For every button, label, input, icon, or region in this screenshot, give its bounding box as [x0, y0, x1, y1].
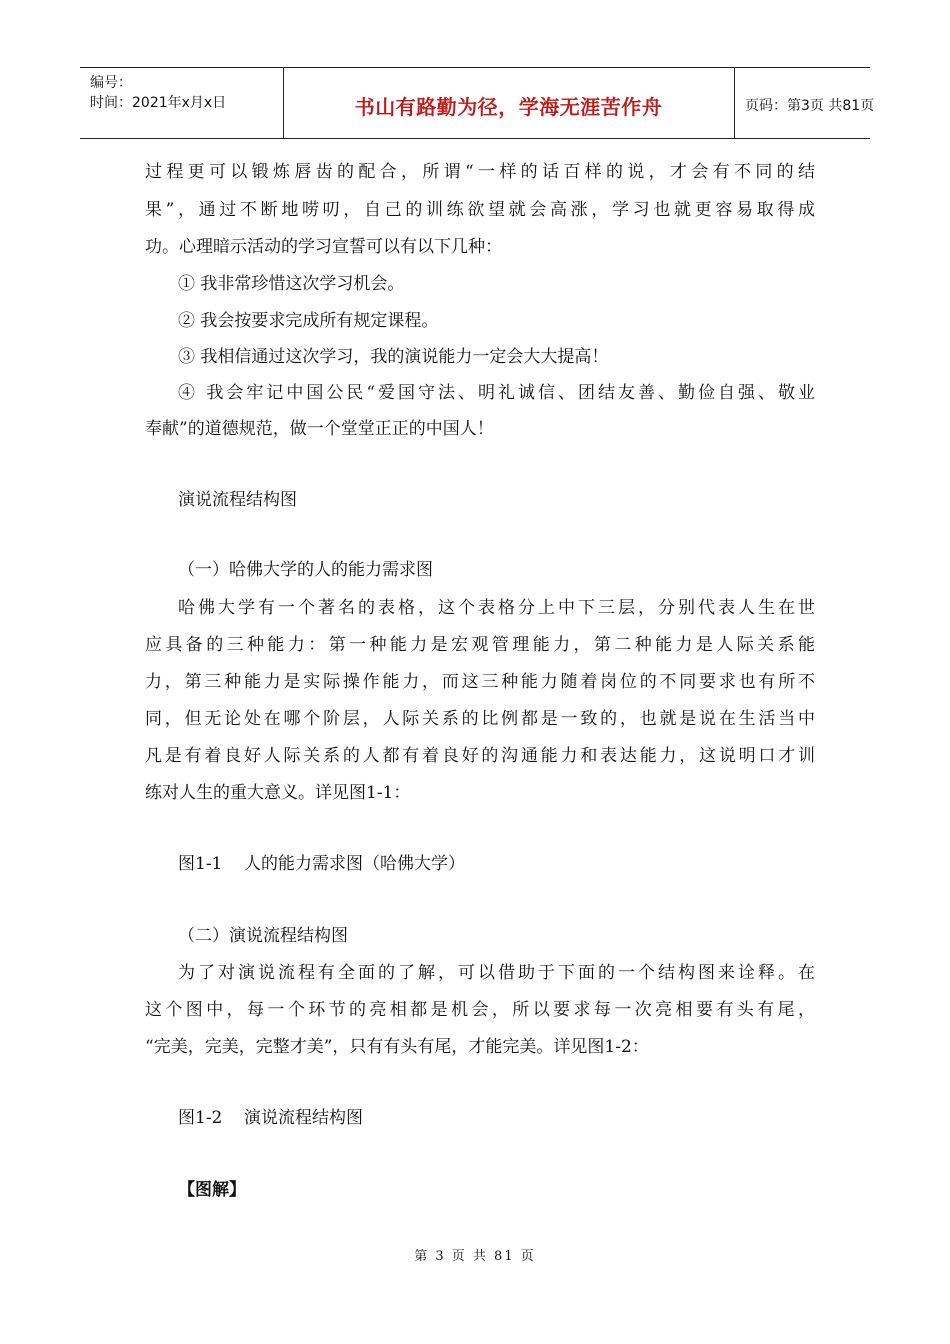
body-line: 过程更可以锻炼唇齿的配合，所谓“一样的话百样的说，才会有不同的结	[145, 162, 815, 182]
page-header	[80, 67, 875, 139]
header-meta	[80, 68, 284, 138]
body-line: 功。心理暗示活动的学习宣誓可以有以下几种：	[145, 237, 502, 257]
body-line: 哈佛大学有一个著名的表格，这个表格分上中下三层，分别代表人生在世	[178, 598, 815, 618]
body-line: 果”，通过不断地唠叨，自己的训练欲望就会高涨，学习也就更容易取得成	[145, 200, 815, 220]
header-motto: 书山有路勤为径，学海无涯苦作舟	[354, 94, 663, 119]
body-line: 力，第三种能力是实际操作能力，而这三种能力随着岗位的不同要求也有所不	[145, 672, 815, 692]
body-line: 应具备的三种能力：第一种能力是宏观管理能力，第二种能力是人际关系能	[145, 635, 815, 655]
list-item: ③ 我相信通过这次学习，我的演说能力一定会大大提高！	[178, 347, 609, 367]
list-item: ④ 我会牢记中国公民“爱国守法、明礼诚信、团结友善、勤俭自强、敬业	[178, 383, 815, 403]
figure-caption: 图1-1 人的能力需求图（哈佛大学）	[178, 854, 465, 874]
subsection-heading: （一）哈佛大学的人的能力需求图	[178, 560, 433, 580]
section-heading: 演说流程结构图	[178, 490, 297, 510]
body-line: 同，但无论处在哪个阶层，人际关系的比例都是一致的，也就是说在生活当中	[145, 709, 815, 729]
figure-caption: 图1-2 演说流程结构图	[178, 1108, 363, 1128]
body-line: “完美，完美，完整才美”，只有有头有尾，才能完美。详见图1-2：	[145, 1037, 649, 1057]
list-item: ② 我会按要求完成所有规定课程。	[178, 311, 439, 331]
document-number-label: 编号：	[90, 75, 132, 91]
body-line: 练对人生的重大意义。详见图1-1：	[145, 783, 411, 803]
subsection-heading: （二）演说流程结构图	[178, 926, 348, 946]
header-motto-cell	[283, 68, 735, 138]
body-line: 这个图中，每一个环节的亮相都是机会，所以要求每一次亮相要有头有尾，	[145, 1000, 815, 1020]
list-item: ① 我非常珍惜这次学习机会。	[178, 274, 405, 294]
page-footer: 第 3 页 共 81 页	[414, 1249, 536, 1264]
diagram-note-heading: 【图解】	[178, 1180, 246, 1200]
body-line: 凡是有着良好人际关系的人都有着良好的沟通能力和表达能力，这说明口才训	[145, 746, 815, 766]
body-line: 奉献”的道德规范，做一个堂堂正正的中国人！	[145, 419, 494, 439]
document-date-label: 时间：2021年x月x日	[90, 95, 227, 111]
body-line: 为了对演说流程有全面的了解，可以借助于下面的一个结构图来诠释。在	[178, 963, 815, 983]
header-page-info: 页码：第3页 共81页	[745, 98, 875, 114]
